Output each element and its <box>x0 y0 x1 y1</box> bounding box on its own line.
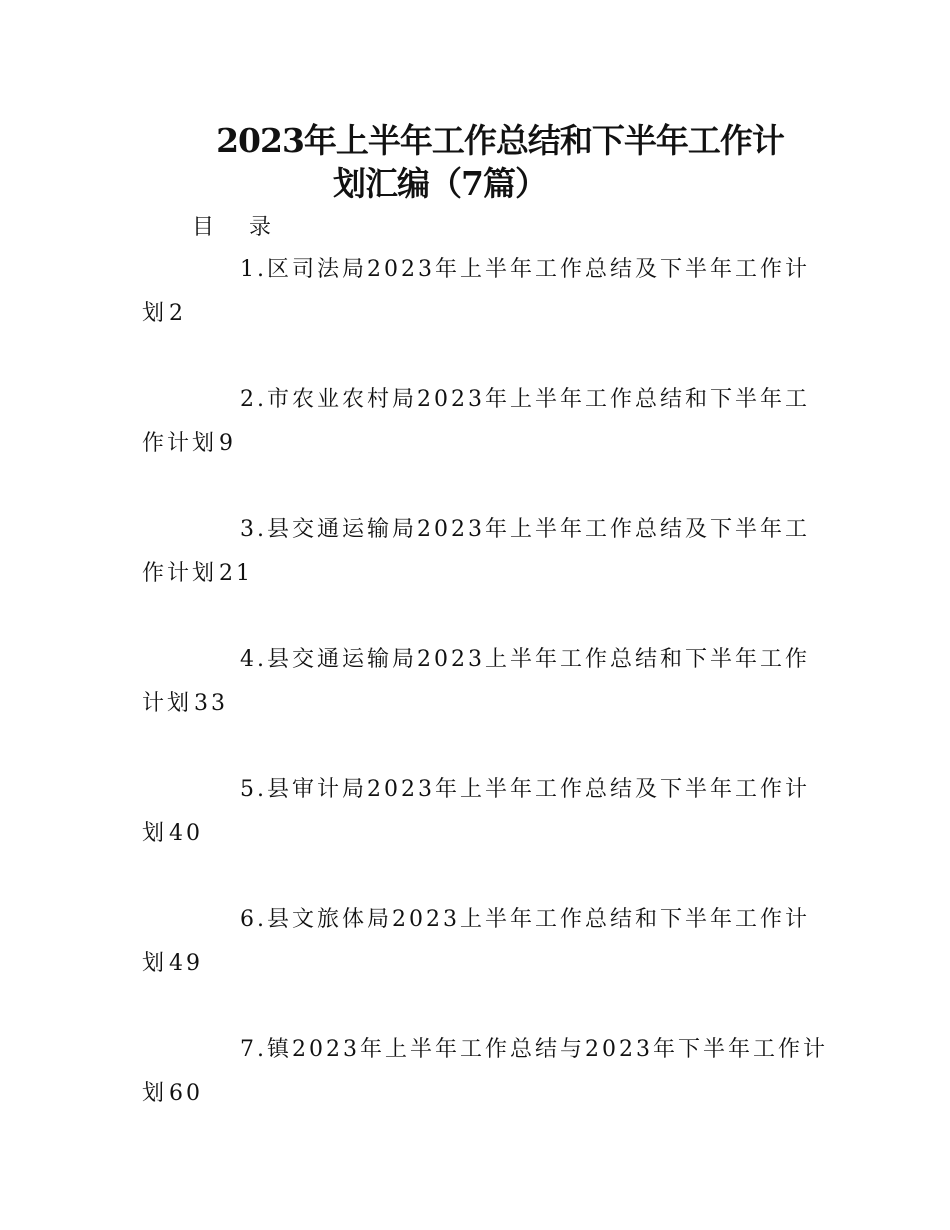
toc-entry-text: 4.县交通运输局2023上半年工作总结和下半年工作 <box>240 647 810 672</box>
toc-entry-text: 6.县文旅体局2023上半年工作总结和下半年工作计 <box>240 907 810 932</box>
toc-entry-5[interactable] <box>142 772 812 852</box>
toc-entry-text: 2.市农业农村局2023年上半年工作总结和下半年工 <box>240 387 810 412</box>
toc-entry-text-cont: 作计划 <box>142 561 218 586</box>
toc-entry-text-cont: 划 <box>142 821 168 846</box>
toc-entry-6[interactable] <box>142 902 812 982</box>
toc-entry-text-cont: 计划 <box>142 691 193 716</box>
toc-entry-text-cont: 划 <box>142 301 168 326</box>
toc-entry-1[interactable] <box>142 252 812 332</box>
toc-page-number: 21 <box>219 561 254 586</box>
toc-page-number: 40 <box>169 821 204 846</box>
toc-page-number: 9 <box>219 431 237 456</box>
toc-entry-2[interactable] <box>142 382 812 462</box>
toc-page-number: 33 <box>194 691 229 716</box>
toc-entry-text-cont: 作计划 <box>142 431 218 456</box>
toc-entry-4[interactable] <box>142 642 812 722</box>
toc-page-number: 2 <box>169 301 187 326</box>
toc-entry-text: 1.区司法局2023年上半年工作总结及下半年工作计 <box>240 257 810 282</box>
toc-entry-7[interactable] <box>142 1032 828 1112</box>
toc-entry-text-cont: 划 <box>142 1081 168 1106</box>
document-title-line-1: 2023年上半年工作总结和下半年工作计 <box>216 121 784 160</box>
toc-heading: 目 录 <box>192 215 285 240</box>
toc-entry-text: 7.镇2023年上半年工作总结与2023年下半年工作计 <box>240 1037 828 1062</box>
toc-page-number: 49 <box>169 951 204 976</box>
toc-entry-text: 3.县交通运输局2023年上半年工作总结及下半年工 <box>240 517 810 542</box>
toc-entry-3[interactable] <box>142 512 812 592</box>
toc-entry-text-cont: 划 <box>142 951 168 976</box>
toc-entry-text: 5.县审计局2023年上半年工作总结及下半年工作计 <box>240 777 810 802</box>
toc-page-number: 60 <box>169 1081 204 1106</box>
document-title-line-2: 划汇编（7篇） <box>333 164 547 203</box>
